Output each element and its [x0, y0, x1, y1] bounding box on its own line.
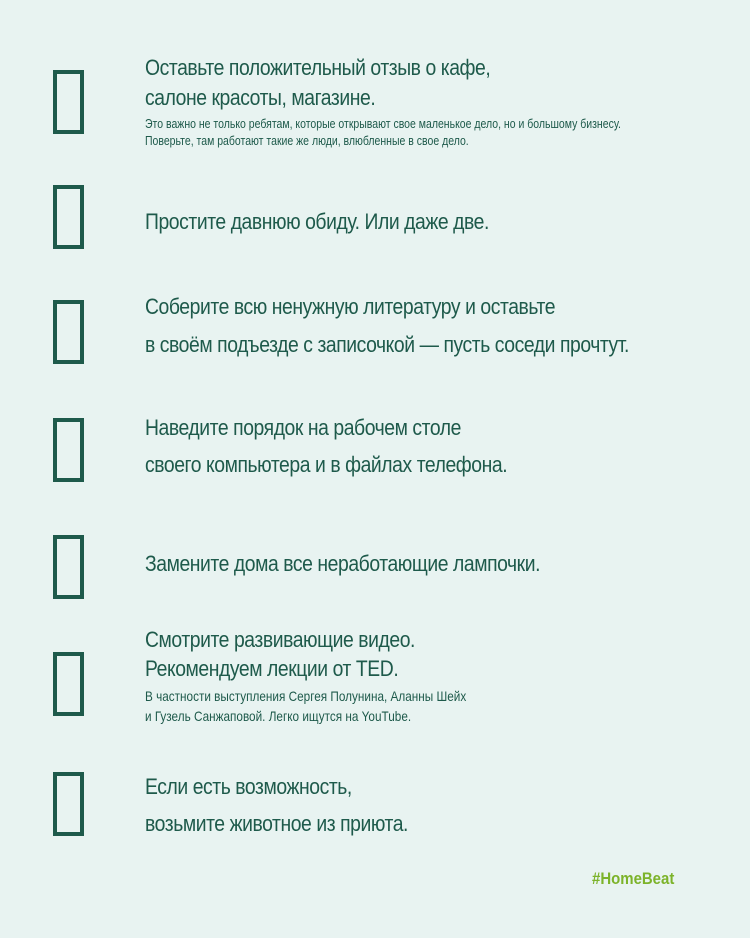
item-note-line: Поверьте, там работают такие же люди, влюбленные в свое дело.: [145, 134, 469, 148]
item-title-line: Если есть возможность,: [145, 774, 352, 799]
checkbox[interactable]: [53, 772, 84, 836]
item-title-line: Наведите порядок на рабочем столе: [145, 415, 461, 440]
item-title-line: салоне красоты, магазине.: [145, 85, 376, 110]
item-title-line: Замените дома все неработающие лампочки.: [145, 551, 541, 576]
item-text: [145, 625, 735, 726]
item-text: [145, 205, 735, 239]
item-note-line: В частности выступления Сергея Полунина, Аланны Шейх: [145, 688, 467, 704]
checkbox[interactable]: [53, 535, 84, 599]
item-text: [145, 547, 735, 581]
item-title-line: Простите давнюю обиду. Или даже две.: [145, 209, 489, 234]
item-title-line: в своём подъезде с записочкой — пусть соседи прочтут.: [145, 332, 630, 357]
checkbox[interactable]: [53, 652, 84, 716]
item-title-line: возьмите животное из приюта.: [145, 811, 408, 836]
item-note-line: Это важно не только ребятам, которые открывают свое маленькое дело, но и большому бизнесу.: [145, 117, 621, 131]
item-title-line: Рекомендуем лекции от TED.: [145, 656, 399, 681]
item-title-line: Смотрите развивающие видео.: [145, 627, 415, 652]
item-text: [145, 53, 735, 150]
item-text: [145, 288, 735, 364]
item-note-line: и Гузель Санжаповой. Легко ищутся на YouTube.: [145, 708, 412, 724]
item-text: [145, 409, 735, 483]
checkbox[interactable]: [53, 300, 84, 364]
checkbox[interactable]: [53, 418, 84, 482]
hashtag-label: #HomeBeat: [592, 869, 675, 888]
item-text: [145, 768, 735, 842]
item-title-line: своего компьютера и в файлах телефона.: [145, 452, 508, 477]
item-title-line: Соберите всю ненужную литературу и оставьте: [145, 294, 556, 319]
item-title-line: Оставьте положительный отзыв о кафе,: [145, 55, 491, 80]
checkbox[interactable]: [53, 70, 84, 134]
checkbox[interactable]: [53, 185, 84, 249]
